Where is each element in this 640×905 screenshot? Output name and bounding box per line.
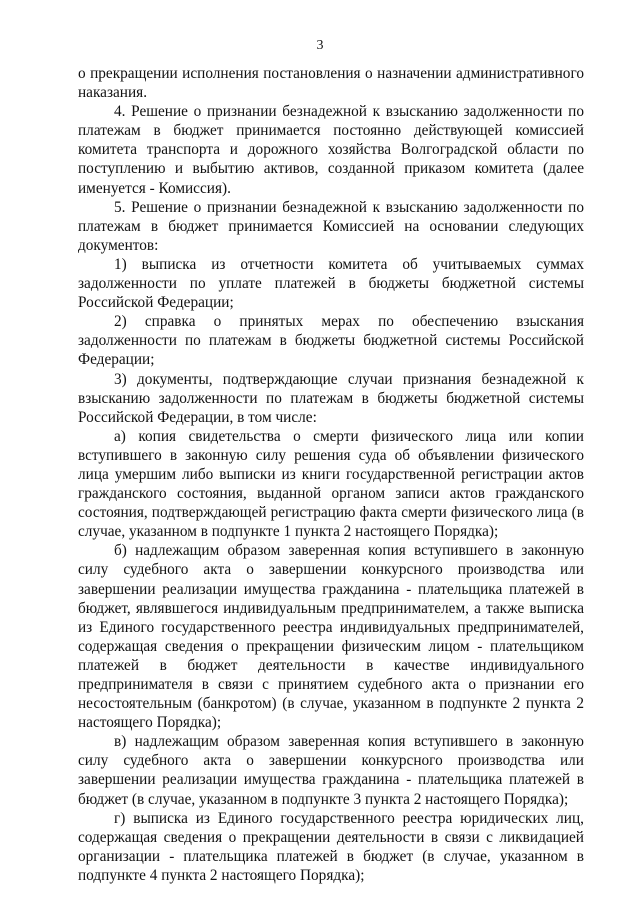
paragraph-subitem-1: 1) выписка из отчетности комитета об учитываемых суммах задолженности по уплате платежей в бюджеты бюджетной системы Российской Федерации; [78, 255, 584, 312]
paragraph-item-5: 5. Решение о признании безнадежной к взысканию задолженности по платежам в бюджет принимается Комиссией на основании следующих документов: [78, 198, 584, 254]
paragraph-item-4: 4. Решение о признании безнадежной к взысканию задолженности по платежам в бюджет принимается постоянно действующей комиссией комитета транспорта и дорожного хозяйства Волгоградской области по поступлению и выбытию активов, созданной приказом комитета (далее именуется - Комиссия). [78, 103, 584, 197]
paragraph-subitem-v: в) надлежащим образом заверенная копия вступившего в законную силу судебного акта о завершении конкурсного производства или завершении реализации имущества гражданина - плательщика платежей в бюджет (в случае, указанном в подпункте 3 пункта 2 настоящего Порядка); [78, 733, 584, 808]
paragraph-subitem-3: 3) документы, подтверждающие случаи признания безнадежной к взысканию задолженности по платежам в бюджеты бюджетной системы Российской Федерации, в том числе: [78, 370, 584, 426]
document-body [78, 64, 584, 885]
page-number: 3 [316, 38, 324, 53]
paragraph-subitem-a: а) копия свидетельства о смерти физического лица или копии вступившего в законную силу решения суда об объявлении физического лица умершим либо выписки из книги государственной регистрации актов гражданского состояния, выданной органом записи актов гражданского состояния, подтверждающей регистрацию факта смерти физического лица (в случае, указанном в подпункте 1 пункта 2 настоящего Порядка); [78, 427, 584, 541]
paragraph-continuation: о прекращении исполнения постановления о назначении административного наказания. [78, 65, 584, 102]
paragraph-subitem-2: 2) справка о принятых мерах по обеспечению взыскания задолженности по платежам в бюджеты бюджетной системы Российской Федерации; [78, 313, 584, 369]
paragraph-subitem-b: б) надлежащим образом заверенная копия вступившего в законную силу судебного акта о завершении конкурсного производства или завершении реализации имущества гражданина - плательщика платежей в бюджет, являвшегося индивидуальным предпринимателем, а также выписка из Единого государственного реестра индивидуальных предпринимателей, содержащая сведения о прекращении физическим лицом - плательщиком платежей в бюджет деятельности в качестве индивидуального предпринимателя в связи с принятием судебного акта о признании его несостоятельным (банкротом) (в случае, указанном в подпункте 2 пункта 2 настоящего Порядка); [78, 542, 584, 732]
paragraph-subitem-g: г) выписка из Единого государственного реестра юридических лиц, содержащая сведения о прекращении деятельности в связи с ликвидацией организации - плательщика платежей в бюджет (в случае, указанном в подпункте 4 пункта 2 настоящего Порядка); [78, 809, 584, 884]
